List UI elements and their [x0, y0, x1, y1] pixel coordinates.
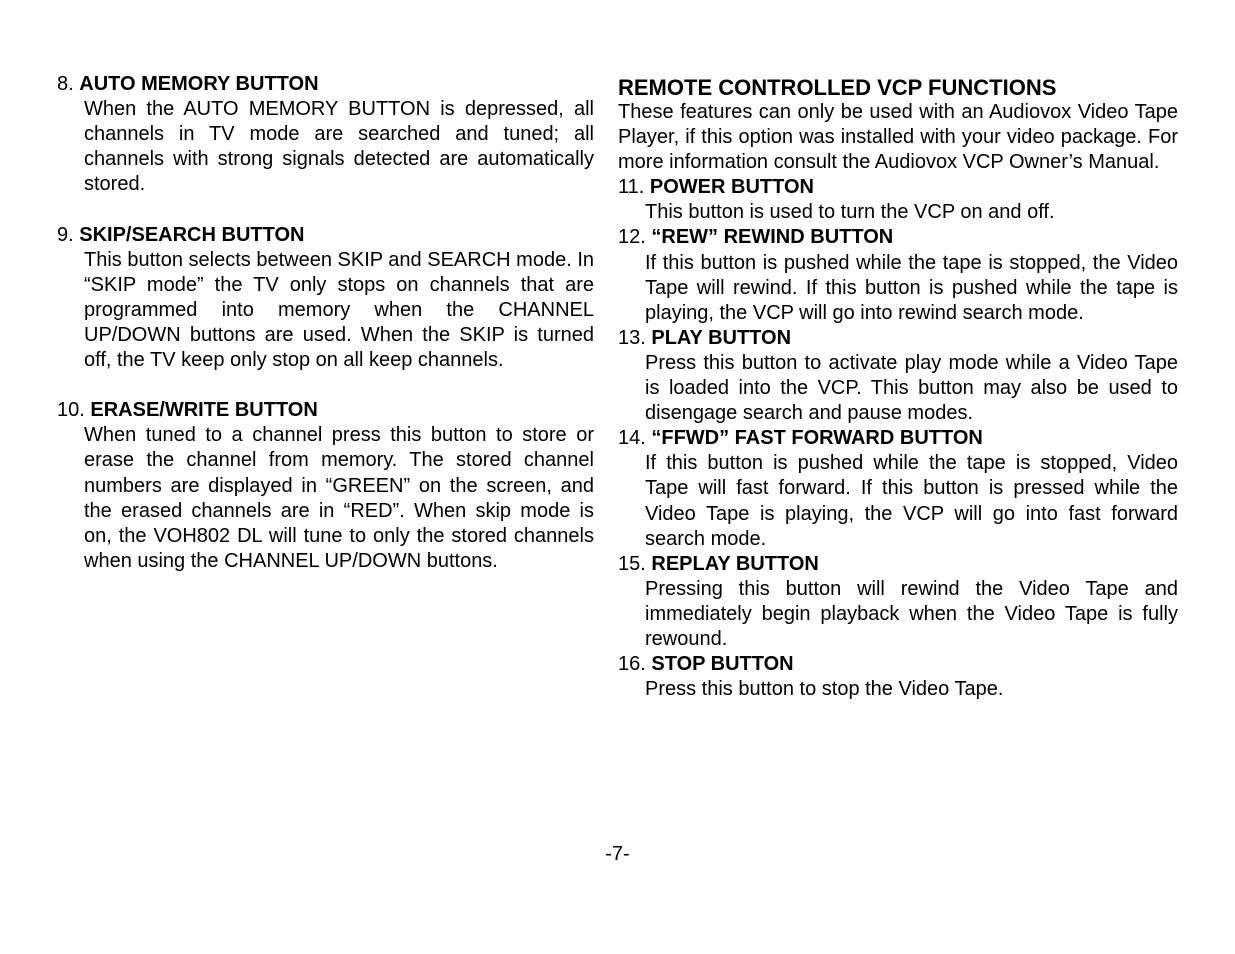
item-description: This button selects between SKIP and SEARCH mode. In “SKIP mode” the TV only stops on channels that are programmed into memory when the CHANNEL UP/DOWN buttons are used. When the SKIP is turned off, the TV keep only stop on all keep channels. [84, 248, 594, 372]
item-title: PLAY BUTTON [651, 326, 792, 349]
item-rewind [618, 225, 1178, 325]
item-description: If this button is pushed while the tape is stopped, the Video Tape will rewind. If this button is pushed while the tape is playing, the VCP will go into rewind search mode. [645, 251, 1178, 324]
page-number: -7- [605, 843, 630, 865]
item-heading [618, 225, 1178, 250]
item-heading [618, 652, 1178, 677]
item-stop [618, 652, 1178, 702]
item-heading [57, 72, 594, 97]
item-erase-write [57, 398, 594, 574]
item-number: 14. [618, 427, 646, 450]
item-fast-forward [618, 426, 1178, 551]
item-description: When tuned to a channel press this button to store or erase the channel from memory. The stored channel numbers are displayed in “GREEN” on the screen, and the erased channels are in “RED”. When skip mode is on, the VOH802 DL will tune to only the stored channels when using the CHANNEL UP/DOWN buttons. [84, 424, 594, 572]
item-replay [618, 552, 1178, 652]
item-description: If this button is pushed while the tape is stopped, Video Tape will fast forward. If this button is pressed while the Video Tape is playing, the VCP will go into fast forward search mode. [645, 452, 1178, 550]
item-auto-memory [57, 72, 594, 197]
item-heading [618, 426, 1178, 451]
item-heading [618, 326, 1178, 351]
item-heading [618, 552, 1178, 577]
section-heading: REMOTE CONTROLLED VCP FUNCTIONS [618, 75, 1057, 100]
item-number: 9. [57, 223, 74, 246]
item-number: 10. [57, 399, 85, 422]
section-intro: These features can only be used with an Audiovox Video Tape Player, if this option was installed with your video package. For more information consult the Audiovox VCP Owner’s Manual. [618, 101, 1178, 174]
item-description: Press this button to stop the Video Tape. [645, 678, 1004, 701]
item-description: When the AUTO MEMORY BUTTON is depressed, all channels in TV mode are searched and tuned; all channels with strong signals detected are automatically stored. [84, 98, 594, 196]
item-description: Pressing this button will rewind the Video Tape and immediately begin playback when the Video Tape is fully rewound. [645, 577, 1178, 650]
item-title: “REW” REWIND BUTTON [651, 226, 894, 249]
item-description: Press this button to activate play mode while a Video Tape is loaded into the VCP. This button may also be used to disengage search and pause modes. [645, 351, 1178, 425]
item-title: POWER BUTTON [649, 176, 814, 199]
left-column [57, 72, 594, 574]
item-number: 12. [618, 226, 646, 249]
item-number: 13. [618, 326, 646, 349]
item-title: AUTO MEMORY BUTTON [79, 73, 319, 95]
item-title: “FFWD” FAST FORWARD BUTTON [651, 427, 983, 450]
item-play [618, 326, 1178, 426]
item-power [618, 175, 1178, 225]
item-title: STOP BUTTON [651, 653, 794, 676]
item-description: This button is used to turn the VCP on and off. [645, 201, 1055, 224]
item-heading [618, 175, 1178, 200]
item-number: 11. [618, 176, 645, 199]
item-heading [57, 223, 594, 248]
item-title: SKIP/SEARCH BUTTON [79, 223, 305, 246]
item-number: 16. [618, 653, 646, 676]
item-heading [57, 398, 594, 423]
item-title: ERASE/WRITE BUTTON [90, 399, 318, 422]
right-column [618, 72, 1178, 702]
item-skip-search [57, 223, 594, 374]
item-number: 8. [57, 73, 74, 95]
item-title: REPLAY BUTTON [651, 552, 819, 575]
item-number: 15. [618, 552, 646, 575]
